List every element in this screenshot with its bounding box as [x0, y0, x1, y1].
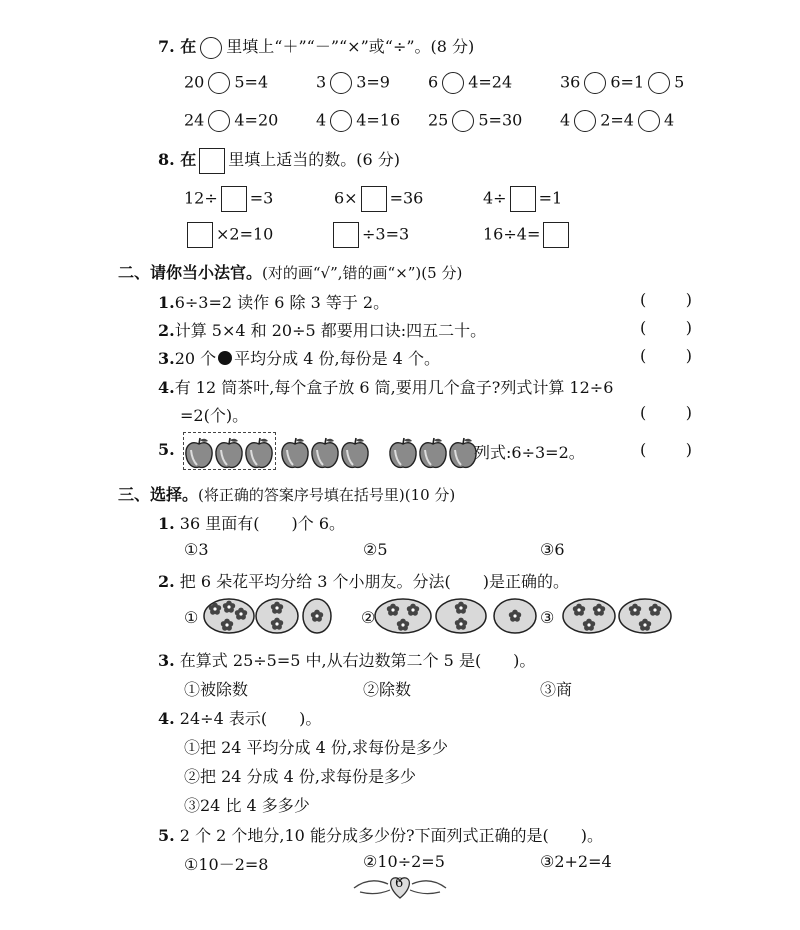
flower-oval	[619, 599, 671, 633]
apple-icon	[420, 438, 446, 467]
q7-eq-8[interactable]: 4 2=4 4	[560, 110, 674, 132]
flower-oval	[375, 599, 431, 633]
answer-paren-3[interactable]: ( )	[640, 346, 692, 365]
s3-q3-stem: 3. 在算式 25÷5=5 中,从右边数第二个 5 是( )。	[158, 651, 536, 670]
s2-item-5-num: 5.	[158, 440, 175, 459]
s3-q2-stem: 2. 把 6 朵花平均分给 3 个小朋友。分法( )是正确的。	[158, 572, 569, 591]
q8-eq-4[interactable]: ×2=10	[184, 222, 273, 248]
q8-title: 8. 在 里填上适当的数。(6 分)	[158, 147, 400, 174]
circle-blank[interactable]	[330, 72, 352, 94]
square-blank[interactable]	[361, 186, 387, 212]
s2-item-4: 4.有 12 筒茶叶,每个盒子放 6 筒,要用几个盒子?列式计算 12÷6	[158, 378, 614, 397]
square-blank[interactable]	[543, 222, 569, 248]
circle-blank	[200, 37, 222, 59]
apple-icon	[246, 438, 272, 467]
s2-item-4-cont: =2(个)。	[180, 406, 249, 425]
apple-icon	[282, 438, 308, 467]
apple-icon	[390, 438, 416, 467]
s3-q1-opt-2[interactable]: ②5	[363, 540, 388, 559]
answer-paren-4[interactable]: ( )	[640, 403, 692, 422]
q7-eq-2[interactable]: 3 3=9	[316, 72, 390, 94]
q8-eq-5[interactable]: ÷3=3	[330, 222, 409, 248]
flower-oval	[563, 599, 615, 633]
s3-q3-opt-3[interactable]: ③商	[540, 680, 573, 699]
circle-blank[interactable]	[330, 110, 352, 132]
answer-paren-1[interactable]: ( )	[640, 290, 692, 309]
s2-item-1: 1.6÷3=2 读作 6 除 3 等于 2。	[158, 293, 390, 312]
q7-eq-5[interactable]: 24 4=20	[184, 110, 278, 132]
flower-oval	[204, 599, 254, 633]
section-2-heading: 二、请你当小法官。(对的画“√”,错的画“×”)(5 分)	[118, 263, 463, 282]
q8-eq-1[interactable]: 12÷ =3	[184, 186, 273, 212]
apple-row	[185, 434, 485, 474]
circle-blank[interactable]	[452, 110, 474, 132]
circle-blank[interactable]	[442, 72, 464, 94]
apple-icon	[186, 438, 212, 467]
s3-q4-opt-2[interactable]: ②把 24 分成 4 份,求每份是多少	[184, 767, 416, 786]
q7-eq-4[interactable]: 36 6=1 5	[560, 72, 684, 94]
circle-blank[interactable]	[208, 110, 230, 132]
s3-q1-stem: 1. 36 里面有( )个 6。	[158, 514, 345, 533]
flower-oval	[436, 599, 486, 633]
section-3-heading: 三、选择。(将正确的答案序号填在括号里)(10 分)	[118, 485, 456, 504]
s3-q2-opt-3-label[interactable]: ③	[540, 608, 555, 627]
q7-eq-1[interactable]: 20 5=4	[184, 72, 268, 94]
s2-item-2: 2.计算 5×4 和 20÷5 都要用口诀:四五二十。	[158, 321, 487, 340]
circle-blank[interactable]	[638, 110, 660, 132]
page-number-ornament	[350, 870, 450, 902]
s2-item-3: 3.20 个 平均分成 4 份,每份是 4 个。	[158, 349, 440, 368]
q7-eq-3[interactable]: 6 4=24	[428, 72, 512, 94]
s3-q5-stem: 5. 2 个 2 个地分,10 能分成多少份?下面列式正确的是( )。	[158, 826, 604, 845]
q7-title: 7. 在 里填上“＋”“－”“×”或“÷”。(8 分)	[158, 34, 474, 59]
s3-q2-opt-1-label[interactable]: ①	[184, 608, 199, 627]
s3-q4-opt-1[interactable]: ①把 24 平均分成 4 份,求每份是多少	[184, 738, 448, 757]
s3-q2-opt-2-label[interactable]: ②	[361, 608, 376, 627]
answer-paren-2[interactable]: ( )	[640, 318, 692, 337]
s3-q4-stem: 4. 24÷4 表示( )。	[158, 709, 322, 728]
q8-eq-6[interactable]: 16÷4=	[483, 222, 572, 248]
s3-q1-opt-1[interactable]: ①3	[184, 540, 209, 559]
square-blank[interactable]	[510, 186, 536, 212]
s3-q3-opt-1[interactable]: ①被除数	[184, 680, 249, 699]
circle-blank[interactable]	[648, 72, 670, 94]
s3-q5-opt-2[interactable]: ②10÷2=5	[363, 852, 445, 871]
apple-icon	[342, 438, 368, 467]
square-blank	[199, 148, 225, 174]
square-blank[interactable]	[187, 222, 213, 248]
q8-eq-3[interactable]: 4÷ =1	[483, 186, 562, 212]
apple-icon	[216, 438, 242, 467]
square-blank[interactable]	[333, 222, 359, 248]
s3-q5-opt-1[interactable]: ①10－2=8	[184, 855, 269, 874]
q7-eq-6[interactable]: 4 4=16	[316, 110, 400, 132]
answer-paren-5[interactable]: ( )	[640, 440, 692, 459]
q7-eq-7[interactable]: 25 5=30	[428, 110, 522, 132]
flower-oval	[256, 599, 298, 633]
square-blank[interactable]	[221, 186, 247, 212]
s2-item-5-formula: 列式:6÷3=2。	[474, 443, 585, 462]
circle-blank[interactable]	[208, 72, 230, 94]
page-number: 6	[395, 876, 404, 891]
circle-blank[interactable]	[584, 72, 606, 94]
filled-circle-icon	[218, 351, 232, 365]
apple-icon	[312, 438, 338, 467]
s3-q5-opt-3[interactable]: ③2+2=4	[540, 852, 612, 871]
s3-q3-opt-2[interactable]: ②除数	[363, 680, 412, 699]
q8-eq-2[interactable]: 6× =36	[334, 186, 423, 212]
flower-oval	[494, 599, 536, 633]
s3-q4-opt-3[interactable]: ③24 比 4 多多少	[184, 796, 310, 815]
circle-blank[interactable]	[574, 110, 596, 132]
s3-q1-opt-3[interactable]: ③6	[540, 540, 565, 559]
apple-icon	[450, 438, 476, 467]
flower-oval	[303, 599, 331, 633]
